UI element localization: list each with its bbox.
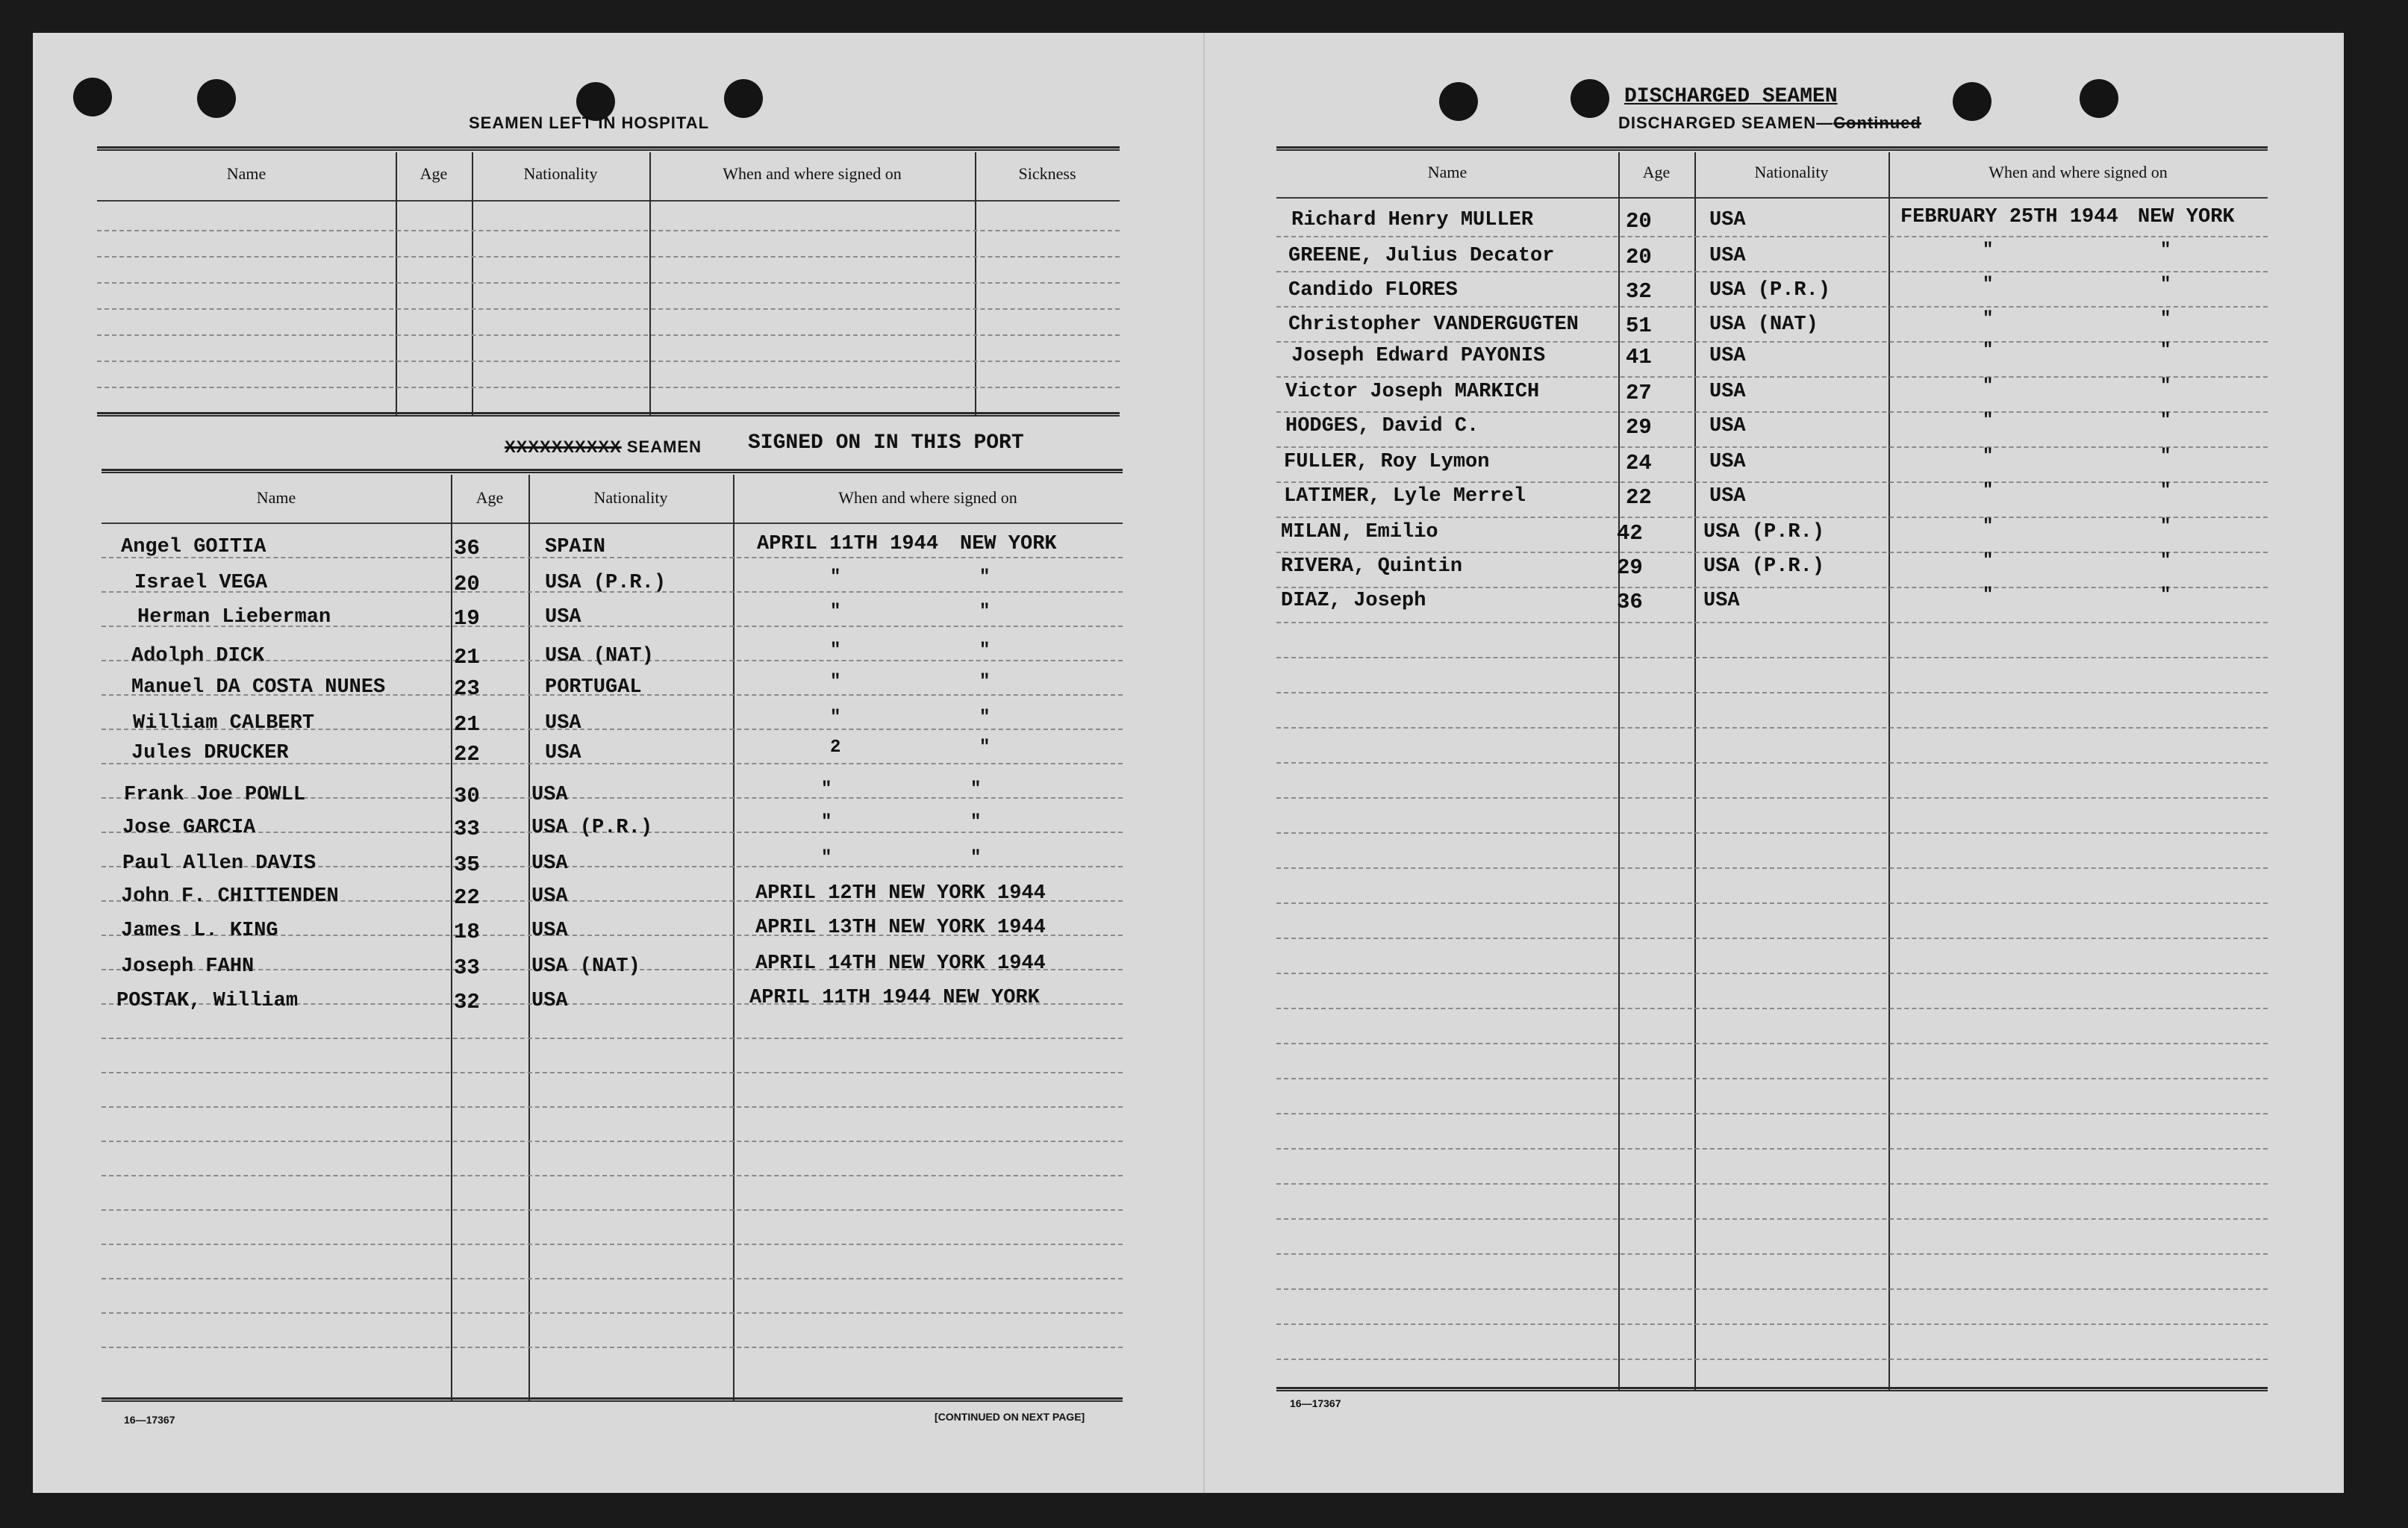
signed-on-nationality: USA <box>531 920 568 942</box>
row-rule <box>1276 832 2268 834</box>
row-rule <box>1276 657 2268 658</box>
row-rule <box>102 1278 1123 1279</box>
row-rule <box>1276 1288 2268 1290</box>
row-rule <box>1276 692 2268 693</box>
table-bottom-rule <box>1276 1387 2268 1391</box>
typed-discharged-title: DISCHARGED SEAMEN <box>1624 85 1838 108</box>
signed-on-name: Jules DRUCKER <box>131 742 289 764</box>
column-header: When and where signed on <box>1989 163 2168 181</box>
column-header: Name <box>226 164 266 183</box>
column-header: Name <box>256 488 296 507</box>
ditto-mark: " <box>2160 585 2171 605</box>
signed-on-age: 23 <box>454 676 480 701</box>
row-rule <box>1276 587 2268 588</box>
punch-hole <box>1953 82 1991 121</box>
ditto-mark: " <box>979 738 991 758</box>
struck-title-word: XXXXXXXXXX <box>505 437 622 456</box>
discharged-nationality: USA (NAT) <box>1709 314 1818 336</box>
row-rule <box>1276 1008 2268 1009</box>
discharged-age: 24 <box>1626 451 1652 475</box>
row-rule <box>102 1209 1123 1211</box>
signed-on-age: 33 <box>454 817 480 841</box>
discharged-age: 41 <box>1626 345 1652 369</box>
row-rule <box>102 1072 1123 1073</box>
ditto-mark: " <box>970 812 982 832</box>
ditto-mark: " <box>1983 585 1994 605</box>
discharged-age: 51 <box>1626 314 1652 338</box>
signed-on-name: Manuel DA COSTA NUNES <box>131 676 386 699</box>
signed-on-section-title <box>505 437 702 457</box>
signed-on-name: Jose GARCIA <box>122 817 256 839</box>
page-fold <box>1203 33 1205 1493</box>
column-header: Name <box>1427 163 1467 181</box>
signed-on-nationality: USA <box>531 885 568 908</box>
signed-on-nationality: USA <box>545 606 581 629</box>
ditto-mark: " <box>979 640 991 661</box>
hospital-section-title: SEAMEN LEFT IN HOSPITAL <box>469 113 710 132</box>
row-rule <box>1276 411 2268 413</box>
ditto-mark: " <box>1983 340 1994 361</box>
discharged-nationality: USA (P.R.) <box>1703 555 1825 578</box>
column-header: When and where signed on <box>723 164 902 183</box>
row-rule <box>1276 867 2268 869</box>
column-header: Age <box>419 164 448 183</box>
punch-hole <box>2080 79 2118 118</box>
ditto-mark: " <box>2160 481 2171 501</box>
ditto-mark: " <box>1983 411 1994 431</box>
ditto-mark: " <box>2160 551 2171 571</box>
signed-on-age: 33 <box>454 955 480 980</box>
row-rule <box>1276 727 2268 729</box>
column-divider <box>649 152 651 415</box>
signed-on-name: Joseph FAHN <box>121 955 255 978</box>
row-rule <box>1276 446 2268 448</box>
header-rule <box>1276 197 2268 199</box>
row-rule <box>1276 1078 2268 1079</box>
header-rule <box>102 523 1123 524</box>
punch-hole <box>1570 79 1609 118</box>
ditto-mark: " <box>1983 551 1994 571</box>
signed-on-name: Angel GOITIA <box>121 536 266 558</box>
column-divider <box>472 152 473 415</box>
row-rule <box>1276 1183 2268 1185</box>
row-rule <box>1276 236 2268 237</box>
row-rule <box>102 1175 1123 1176</box>
ditto-mark: " <box>830 640 841 661</box>
discharged-name: MILAN, Emilio <box>1281 521 1438 543</box>
column-header: Nationality <box>1754 163 1829 181</box>
signed-on-age: 20 <box>454 572 480 596</box>
row-rule <box>1276 1148 2268 1150</box>
ditto-mark: " <box>2160 446 2171 467</box>
column-divider <box>1618 152 1620 1390</box>
header-rule <box>97 200 1120 202</box>
row-rule <box>1276 1113 2268 1114</box>
continued-note: [CONTINUED ON NEXT PAGE] <box>935 1411 1085 1423</box>
discharged-age: 29 <box>1617 555 1643 580</box>
signed-on-age: 32 <box>454 990 480 1014</box>
ditto-mark: " <box>970 848 982 868</box>
discharged-name: Richard Henry MULLER <box>1291 209 1534 231</box>
signed-on-name: John F. CHITTENDEN <box>121 885 339 908</box>
ditto-mark: " <box>1983 309 1994 329</box>
printed-title-word: SEAMEN <box>626 437 702 456</box>
row-rule <box>1276 1323 2268 1325</box>
discharged-nationality: USA <box>1709 415 1746 437</box>
signed-on-name: William CALBERT <box>133 712 315 735</box>
ditto-mark: " <box>1983 446 1994 467</box>
signed-on-where: NEW YORK <box>960 533 1057 555</box>
discharged-nationality: USA <box>1709 485 1746 508</box>
column-header: When and where signed on <box>838 488 1017 507</box>
ditto-mark: " <box>1983 481 1994 501</box>
column-divider <box>451 475 452 1400</box>
ditto-mark: " <box>821 848 832 868</box>
row-rule <box>102 1312 1123 1314</box>
signed-on-when-where: APRIL 12TH NEW YORK 1944 <box>755 882 1046 905</box>
discharged-nationality: USA <box>1709 381 1746 403</box>
row-rule <box>1276 902 2268 904</box>
signed-on-name: Adolph DICK <box>131 645 265 667</box>
row-rule <box>1276 376 2268 378</box>
discharged-nationality: USA <box>1709 451 1746 473</box>
row-rule <box>102 1347 1123 1348</box>
row-rule <box>97 361 1120 362</box>
signed-on-age: 18 <box>454 920 480 944</box>
ditto-mark: " <box>2160 411 2171 431</box>
signed-on-age: 21 <box>454 645 480 670</box>
discharged-table-top-rule <box>1276 146 2268 151</box>
ditto-mark: " <box>2160 517 2171 537</box>
ditto-mark: " <box>1983 376 1994 396</box>
row-rule <box>1276 622 2268 623</box>
discharged-name: FULLER, Roy Lymon <box>1284 451 1490 473</box>
discharged-title-struck: Continued <box>1833 113 1921 132</box>
ditto-mark: " <box>830 602 841 622</box>
ditto-mark: 2 <box>830 738 841 758</box>
discharged-nationality: USA <box>1709 209 1746 231</box>
ditto-mark: " <box>2160 376 2171 396</box>
signed-on-when-where: APRIL 11TH 1944 NEW YORK <box>749 987 1040 1009</box>
discharged-nationality: USA <box>1709 345 1746 367</box>
signed-on-when: APRIL 11TH 1944 <box>757 533 939 555</box>
column-divider <box>733 475 734 1400</box>
signed-on-nationality: USA <box>531 852 568 875</box>
discharged-section-title <box>1618 113 1921 133</box>
discharged-nationality: USA (P.R.) <box>1709 279 1831 302</box>
discharged-where: NEW YORK <box>2138 206 2235 228</box>
row-rule <box>97 230 1120 231</box>
ditto-mark: " <box>979 602 991 622</box>
discharged-name: Christopher VANDERGUGTEN <box>1288 314 1579 336</box>
row-rule <box>1276 341 2268 343</box>
signed-on-name: Herman Lieberman <box>137 606 331 629</box>
signed-on-nationality: PORTUGAL <box>545 676 642 699</box>
discharged-age: 36 <box>1617 590 1643 614</box>
punch-hole <box>197 79 236 118</box>
discharged-age: 29 <box>1626 415 1652 440</box>
discharged-name: Victor Joseph MARKICH <box>1285 381 1540 403</box>
discharged-name: Joseph Edward PAYONIS <box>1291 345 1546 367</box>
ditto-mark: " <box>979 672 991 692</box>
column-divider <box>396 152 397 415</box>
discharged-age: 20 <box>1626 245 1652 269</box>
row-rule <box>1276 1359 2268 1360</box>
row-rule <box>1276 1253 2268 1255</box>
signed-on-name: Paul Allen DAVIS <box>122 852 316 875</box>
punch-hole <box>73 78 112 116</box>
signed-on-nationality: USA (NAT) <box>531 955 640 978</box>
column-divider <box>1694 152 1696 1390</box>
discharged-name: RIVERA, Quintin <box>1281 555 1463 578</box>
row-rule <box>1276 973 2268 974</box>
row-rule <box>1276 481 2268 483</box>
row-rule <box>1276 762 2268 764</box>
table-bottom-rule <box>102 1397 1123 1402</box>
row-rule <box>1276 1043 2268 1044</box>
ditto-mark: " <box>1983 517 1994 537</box>
discharged-nationality: USA (P.R.) <box>1703 521 1825 543</box>
row-rule <box>97 256 1120 258</box>
punch-hole <box>724 79 763 118</box>
row-rule <box>97 282 1120 284</box>
signed-on-name: POSTAK, William <box>116 990 299 1012</box>
signed-on-name: James L. KING <box>121 920 278 942</box>
signed-on-age: 36 <box>454 536 480 561</box>
signed-on-table-top-rule <box>102 469 1123 473</box>
row-rule <box>97 334 1120 336</box>
row-rule <box>1276 306 2268 308</box>
signed-on-age: 22 <box>454 742 480 767</box>
ditto-mark: " <box>2160 275 2171 295</box>
signed-on-nationality: USA (P.R.) <box>531 817 653 839</box>
discharged-age: 27 <box>1626 381 1652 405</box>
ditto-mark: " <box>830 708 841 728</box>
row-rule <box>102 1141 1123 1142</box>
row-rule <box>1276 938 2268 939</box>
ditto-mark: " <box>2160 240 2171 261</box>
punch-hole <box>1439 82 1478 121</box>
signed-on-when-where: APRIL 13TH NEW YORK 1944 <box>755 917 1046 939</box>
discharged-nationality: USA <box>1709 245 1746 267</box>
column-divider <box>975 152 976 415</box>
row-rule <box>102 1244 1123 1245</box>
hospital-table-top-rule <box>97 146 1120 151</box>
table-bottom-rule <box>97 412 1120 417</box>
discharged-age: 32 <box>1626 279 1652 304</box>
row-rule <box>102 1038 1123 1039</box>
column-header: Nationality <box>523 164 598 183</box>
discharged-title-printed: DISCHARGED SEAMEN— <box>1618 113 1834 132</box>
discharged-name: Candido FLORES <box>1288 279 1458 302</box>
discharged-name: HODGES, David C. <box>1285 415 1479 437</box>
discharged-age: 22 <box>1626 485 1652 510</box>
row-rule <box>97 387 1120 388</box>
ditto-mark: " <box>2160 309 2171 329</box>
row-rule <box>97 308 1120 310</box>
column-header: Nationality <box>593 488 668 507</box>
discharged-when: FEBRUARY 25TH 1944 <box>1900 206 2118 228</box>
signed-on-name: Frank Joe POWLL <box>124 784 306 806</box>
signed-on-nationality: USA <box>545 712 581 735</box>
column-divider <box>528 475 530 1400</box>
row-rule <box>102 1106 1123 1108</box>
signed-on-nationality: USA <box>531 990 568 1012</box>
form-number: 16—17367 <box>124 1414 175 1426</box>
discharged-name: LATIMER, Lyle Merrel <box>1284 485 1526 508</box>
discharged-nationality: USA <box>1703 590 1740 612</box>
discharged-age: 42 <box>1617 521 1643 546</box>
ditto-mark: " <box>821 812 832 832</box>
signed-on-nationality: USA <box>531 784 568 806</box>
row-rule <box>1276 552 2268 553</box>
column-divider <box>1888 152 1890 1390</box>
signed-on-nationality: USA <box>545 742 581 764</box>
signed-on-nationality: USA (P.R.) <box>545 572 667 594</box>
column-header: Sickness <box>1018 164 1076 183</box>
signed-on-when-where: APRIL 14TH NEW YORK 1944 <box>755 952 1046 975</box>
ditto-mark: " <box>830 672 841 692</box>
signed-on-age: 19 <box>454 606 480 631</box>
form-number-right: 16—17367 <box>1290 1397 1341 1409</box>
ditto-mark: " <box>2160 340 2171 361</box>
signed-on-age: 21 <box>454 712 480 737</box>
signed-on-age: 22 <box>454 885 480 910</box>
column-header: Age <box>475 488 504 507</box>
discharged-name: GREENE, Julius Decator <box>1288 245 1555 267</box>
ditto-mark: " <box>979 708 991 728</box>
ditto-mark: " <box>1983 275 1994 295</box>
ditto-mark: " <box>830 567 841 587</box>
ditto-mark: " <box>979 567 991 587</box>
signed-on-nationality: USA (NAT) <box>545 645 654 667</box>
ditto-mark: " <box>970 779 982 799</box>
ditto-mark: " <box>821 779 832 799</box>
row-rule <box>1276 1218 2268 1220</box>
signed-on-nationality: SPAIN <box>545 536 606 558</box>
discharged-name: DIAZ, Joseph <box>1281 590 1426 612</box>
row-rule <box>1276 797 2268 799</box>
signed-on-age: 35 <box>454 852 480 877</box>
typed-title: SIGNED ON IN THIS PORT <box>748 431 1024 455</box>
discharged-age: 20 <box>1626 209 1652 234</box>
row-rule <box>1276 271 2268 272</box>
signed-on-age: 30 <box>454 784 480 808</box>
ditto-mark: " <box>1983 240 1994 261</box>
column-header: Age <box>1642 163 1671 181</box>
row-rule <box>1276 517 2268 518</box>
signed-on-name: Israel VEGA <box>134 572 268 594</box>
